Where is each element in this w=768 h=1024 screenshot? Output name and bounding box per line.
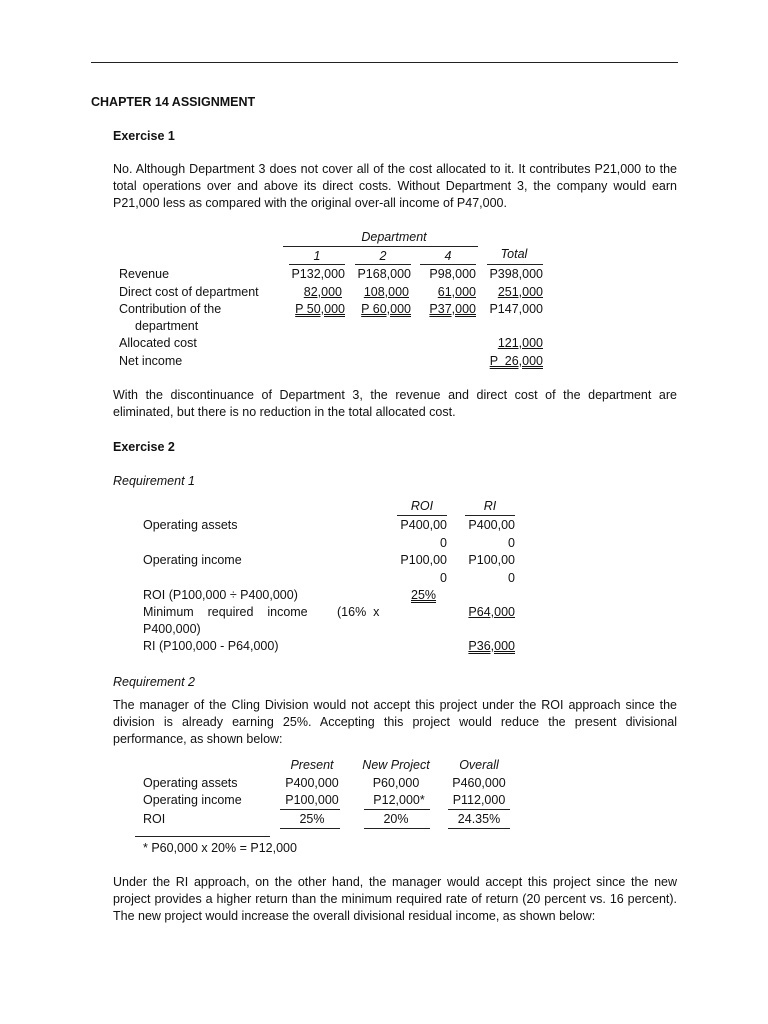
req2-roi-label: ROI bbox=[143, 812, 166, 826]
revenue-dept-2: P168,000 bbox=[357, 267, 411, 281]
req2-op-assets-new: P60,000 bbox=[372, 776, 420, 790]
revenue-dept-4: P98,000 bbox=[429, 267, 476, 281]
req1-op-income-roi-line2: 0 bbox=[440, 571, 447, 585]
req1-op-assets-ri-line2: 0 bbox=[508, 536, 515, 550]
exercise-1-paragraph: No. Although Department 3 does not cover all of the cost allocated to it. It contributes P21,000 to the total operations over and above its direct costs. Without Department 3, the company would earn P21,000 less as compared with the original over-all income of P47,000. bbox=[113, 162, 677, 210]
col-header-present: Present bbox=[290, 758, 334, 772]
req1-ri-label: RI (P100,000 - P64,000) bbox=[143, 639, 279, 653]
req2-present-rule bbox=[280, 809, 340, 810]
row-label-direct-cost: Direct cost of department bbox=[119, 285, 259, 299]
req2-overall-rule bbox=[448, 809, 510, 810]
col-header-roi: ROI bbox=[410, 499, 434, 513]
req1-op-assets-ri-line1: P400,00 bbox=[468, 518, 515, 532]
contribution-dept-1: P 50,000 bbox=[295, 302, 345, 316]
allocated-cost-total: 121,000 bbox=[497, 336, 543, 350]
req2-present-rule-2 bbox=[280, 828, 340, 829]
roi-col-rule bbox=[397, 515, 447, 516]
req1-roi-label: ROI (P100,000 ÷ P400,000) bbox=[143, 588, 298, 602]
col-rule-4 bbox=[420, 264, 476, 265]
req1-min-income-label: Minimum required income bbox=[143, 605, 308, 619]
req2-op-assets-overall: P460,000 bbox=[452, 776, 506, 790]
row-label-allocated-cost: Allocated cost bbox=[119, 336, 197, 350]
contribution-dept-4: P37,000 bbox=[429, 302, 476, 316]
col-header-dept-1: 1 bbox=[313, 249, 321, 263]
requirement-2-paragraph: The manager of the Cling Division would not accept this project under the ROI approach since the division is already earning 25%. Accepting this project would reduce the present divisional performance, as shown below: bbox=[113, 698, 677, 746]
req2-new-rule-2 bbox=[364, 828, 430, 829]
requirement-1-label: Requirement 1 bbox=[113, 474, 195, 488]
row-label-contribution-2: department bbox=[135, 319, 199, 333]
req1-op-income-roi-line1: P100,00 bbox=[400, 553, 447, 567]
ri-col-rule bbox=[465, 515, 515, 516]
direct-cost-dept-1: 82,000 bbox=[303, 285, 342, 299]
top-rule bbox=[91, 62, 678, 63]
col-header-overall: Overall bbox=[459, 758, 499, 772]
req2-roi-present: 25% bbox=[299, 812, 325, 826]
contribution-dept-2: P 60,000 bbox=[361, 302, 411, 316]
col-rule-total bbox=[487, 264, 543, 265]
row-label-revenue: Revenue bbox=[119, 267, 170, 281]
req2-op-income-new: P12,000* bbox=[373, 793, 425, 807]
direct-cost-dept-2: 108,000 bbox=[363, 285, 409, 299]
requirement-2-paragraph-2: Under the RI approach, on the other hand, the manager would accept this project since the new project provides a higher return than the minimum required rate of return (20 percent vs. 16 percent). The new project would increase the overall divisional residual income, as shown below: bbox=[113, 875, 677, 923]
col-rule-2 bbox=[355, 264, 411, 265]
net-income-total: P 26,000 bbox=[489, 354, 543, 368]
req1-operating-income-label: Operating income bbox=[143, 553, 242, 567]
footnote-rule bbox=[135, 836, 270, 837]
direct-cost-dept-4: 61,000 bbox=[437, 285, 476, 299]
footnote: * P60,000 x 20% = P12,000 bbox=[143, 841, 297, 855]
revenue-dept-1: P132,000 bbox=[291, 267, 345, 281]
requirement-2-label: Requirement 2 bbox=[113, 675, 195, 689]
req2-operating-assets-label: Operating assets bbox=[143, 776, 238, 790]
req2-op-income-overall: P112,000 bbox=[452, 793, 506, 807]
req2-new-rule bbox=[364, 809, 430, 810]
req2-roi-new: 20% bbox=[383, 812, 409, 826]
req1-op-income-ri-line1: P100,00 bbox=[468, 553, 515, 567]
req1-min-income-label-2: P400,000) bbox=[143, 622, 201, 636]
col-header-total: Total bbox=[500, 247, 528, 261]
col-header-ri: RI bbox=[483, 499, 497, 513]
req1-ri-value: P36,000 bbox=[468, 639, 515, 653]
req2-roi-overall: 24.35% bbox=[457, 812, 501, 826]
col-rule-1 bbox=[289, 264, 345, 265]
exercise-2-heading: Exercise 2 bbox=[113, 440, 175, 454]
col-header-dept-4: 4 bbox=[444, 249, 452, 263]
req2-op-income-present: P100,000 bbox=[285, 793, 339, 807]
req1-operating-assets-label: Operating assets bbox=[143, 518, 238, 532]
row-label-contribution: Contribution of the bbox=[119, 302, 222, 316]
req2-op-assets-present: P400,000 bbox=[285, 776, 339, 790]
revenue-total: P398,000 bbox=[489, 267, 543, 281]
contribution-total: P147,000 bbox=[489, 302, 543, 316]
exercise-1-heading: Exercise 1 bbox=[113, 129, 175, 143]
direct-cost-total: 251,000 bbox=[497, 285, 543, 299]
department-header: Department bbox=[361, 230, 427, 244]
req1-op-assets-roi-line1: P400,00 bbox=[400, 518, 447, 532]
req1-min-income-value: P64,000 bbox=[468, 605, 515, 619]
req1-op-assets-roi-line2: 0 bbox=[440, 536, 447, 550]
exercise-1-paragraph-2: With the discontinuance of Department 3, the revenue and direct cost of the department are eliminated, but there is no reduction in the total allocated cost. bbox=[113, 388, 677, 419]
req1-roi-value: 25% bbox=[411, 588, 437, 602]
req1-op-income-ri-line2: 0 bbox=[508, 571, 515, 585]
department-header-rule bbox=[283, 246, 478, 247]
req1-min-income-pct: (16% x bbox=[337, 605, 380, 619]
chapter-title: CHAPTER 14 ASSIGNMENT bbox=[91, 95, 256, 109]
row-label-net-income: Net income bbox=[119, 354, 183, 368]
req2-overall-rule-2 bbox=[448, 828, 510, 829]
req2-operating-income-label: Operating income bbox=[143, 793, 242, 807]
col-header-dept-2: 2 bbox=[379, 249, 387, 263]
col-header-new-project: New Project bbox=[362, 758, 430, 772]
